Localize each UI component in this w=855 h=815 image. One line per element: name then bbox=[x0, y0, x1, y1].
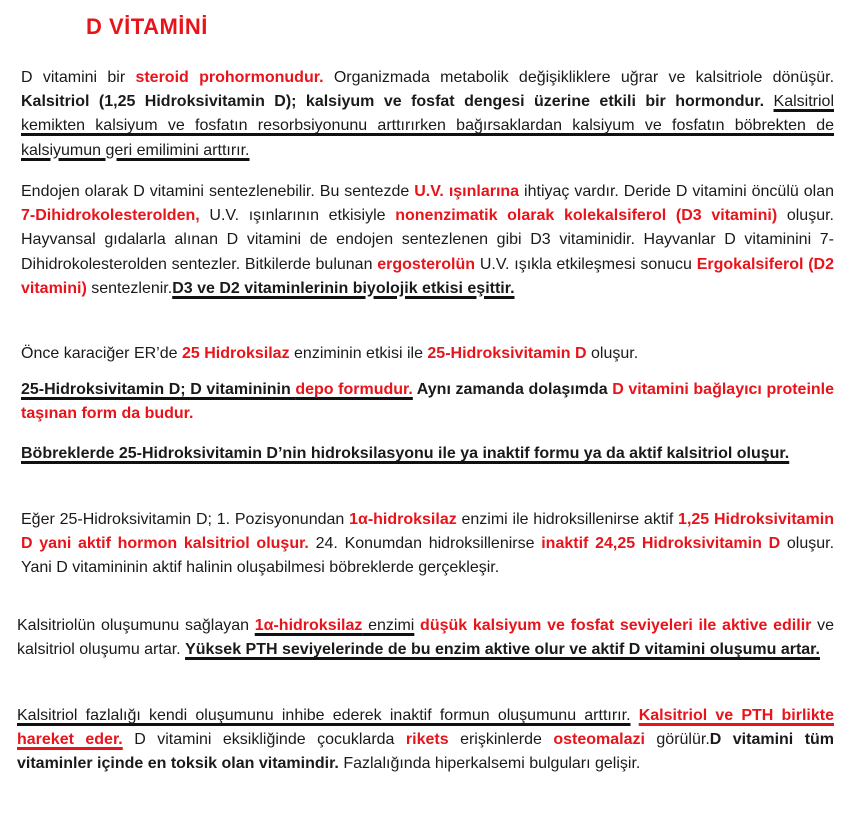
paragraph-intro bbox=[21, 66, 834, 163]
text: erişkinlerde bbox=[448, 731, 554, 749]
highlight-red: 7-Dihidrokolesterolden, bbox=[21, 207, 200, 225]
text: oluşur. Hayvansal gıdalarla alınan D vitamini de endojen sentezlenen gibi D3 vitaminidir. Hayvanlar D vitaminini 7-Dihidrokolesterolden sentezler. Bitkilerde bulunan bbox=[21, 207, 834, 273]
highlight-red: ergosterolün bbox=[377, 255, 476, 273]
paragraph-kidney bbox=[21, 442, 834, 466]
paragraph-toxicity bbox=[17, 704, 834, 777]
text-bold: Kalsitriol (1,25 Hidroksivitamin D); kalsiyum ve fosfat dengesi üzerine etkili bir hormondur. bbox=[21, 93, 765, 111]
highlight-red: inaktif 24,25 Hidroksivitamin D bbox=[541, 535, 781, 553]
text bbox=[764, 93, 773, 110]
text: D vitamini bir bbox=[21, 69, 136, 86]
text: ve kalsitriol oluşumu artar. bbox=[17, 617, 834, 659]
text-underlined: enzimi bbox=[362, 617, 415, 634]
text: Organizmada metabolik değişikliklere uğrar ve kalsitriole dönüşür. bbox=[323, 69, 835, 86]
text-bold: D vitamini tüm vitaminler içinde en toksik olan vitamindir. bbox=[17, 731, 835, 773]
text-bold-underlined: 25-Hidroksivitamin D; D vitamininin bbox=[21, 381, 296, 398]
text: Önce karaciğer ER’de bbox=[21, 345, 182, 362]
text: 24. Konumdan hidroksillenirse bbox=[308, 535, 542, 553]
paragraph-activation bbox=[17, 614, 834, 662]
paragraph-hydroxylation bbox=[21, 508, 834, 581]
text bbox=[631, 707, 639, 724]
highlight-red: nonenzimatik olarak kolekalsiferol (D3 vitamini) bbox=[395, 207, 778, 225]
highlight-red: Ergokalsiferol (D2 vitamini) bbox=[21, 255, 834, 297]
text: U.V. ışınlarının etkisiyle bbox=[199, 207, 396, 225]
highlight-red: U.V. ışınlarına bbox=[414, 183, 520, 200]
text: D vitamini eksikliğinde çocuklarda bbox=[122, 731, 406, 749]
text: U.V. ışıkla etkileşmesi sonucu bbox=[475, 255, 697, 273]
text: ihtiyaç vardır. Deride D vitamini öncülü olan bbox=[519, 183, 835, 200]
text-bold-underlined: Böbreklerde 25-Hidroksivitamin D’nin hidroksilasyonu ile ya inaktif formu ya da aktif kalsitriol oluşur. bbox=[21, 445, 790, 462]
highlight-red: steroid prohormonudur. bbox=[135, 69, 324, 86]
text: Fazlalığında hiperkalsemi bulguları gelişir. bbox=[338, 755, 641, 773]
highlight-red-underlined: Kalsitriol ve PTH birlikte hareket eder. bbox=[17, 707, 834, 749]
paragraph-liver bbox=[21, 342, 834, 366]
highlight-red: 1α-hidroksilaz bbox=[349, 511, 457, 528]
paragraph-synthesis bbox=[21, 180, 834, 301]
highlight-red: düşük kalsiyum ve fosfat seviyeleri ile aktive edilir bbox=[420, 617, 812, 634]
text-bold-underlined: Yüksek PTH seviyelerinde de bu enzim aktive olur ve aktif D vitamini oluşumu artar. bbox=[185, 641, 820, 659]
highlight-red: osteomalazi bbox=[553, 731, 645, 749]
text: oluşur. Yani D vitamininin aktif halinin oluşabilmesi böbreklerde gerçekleşir. bbox=[21, 535, 835, 577]
text: Kalsitriolün oluşumunu sağlayan bbox=[17, 617, 255, 634]
text-underlined: Kalsitriol fazlalığı kendi oluşumunu inhibe ederek inaktif formun oluşumunu arttırır. bbox=[17, 707, 631, 724]
text-bold: Aynı zamanda dolaşımda bbox=[412, 381, 613, 398]
text: görülür. bbox=[644, 731, 710, 749]
text: Eğer 25-Hidroksivitamin D; 1. Pozisyonundan bbox=[21, 511, 350, 528]
highlight-red: D vitamini bağlayıcı proteinle taşınan form da budur. bbox=[21, 381, 835, 423]
text: enzimi ile hidroksillenirse aktif bbox=[456, 511, 679, 528]
highlight-red-underlined: depo formudur. bbox=[295, 381, 413, 398]
page-title: D VİTAMİNİ bbox=[86, 14, 208, 39]
text-underlined: Kalsitriol kemikten kalsiyum ve fosfatın resorbsiyonunu arttırırken bağırsaklardan kalsiyum ve fosfatın böbrekten de kalsiyumun geri emilimini arttırır. bbox=[21, 93, 834, 159]
highlight-red: 25-Hidroksivitamin D bbox=[427, 345, 587, 362]
highlight-red: rikets bbox=[405, 731, 449, 749]
highlight-red-underlined: 1α-hidroksilaz bbox=[254, 617, 363, 634]
text: sentezlenir. bbox=[86, 279, 173, 297]
text-bold-underlined: D3 ve D2 vitaminlerinin biyolojik etkisi eşittir. bbox=[172, 279, 515, 297]
highlight-red: 25 Hidroksilaz bbox=[181, 345, 290, 362]
text: oluşur. bbox=[586, 345, 639, 362]
text: enziminin etkisi ile bbox=[289, 345, 428, 362]
paragraph-storage bbox=[21, 378, 834, 426]
text: Endojen olarak D vitamini sentezlenebilir. Bu sentezde bbox=[21, 183, 415, 200]
highlight-red: 1,25 Hidroksivitamin D yani aktif hormon kalsitriol oluşur. bbox=[21, 511, 835, 553]
